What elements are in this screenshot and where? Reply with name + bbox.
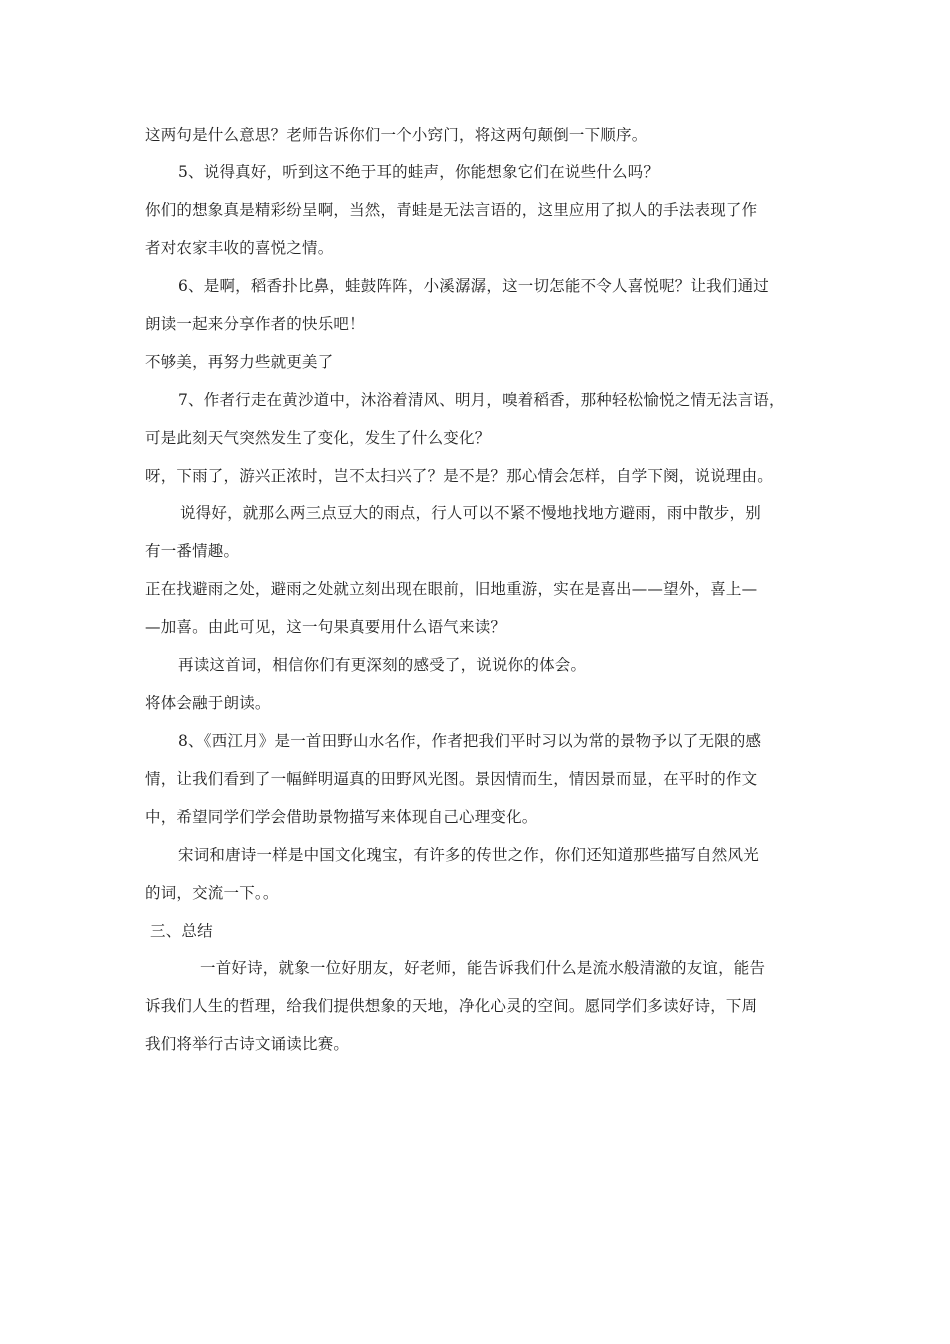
text-line: 情，让我们看到了一幅鲜明逼真的田野风光图。景因情而生，情因景而显，在平时的作文 — [145, 770, 758, 788]
text-line: 诉我们人生的哲理，给我们提供想象的天地，净化心灵的空间。愿同学们多读好诗，下周 — [145, 997, 758, 1015]
text-line: 8、《西江月》是一首田野山水名作，作者把我们平时习以为常的景物予以了无限的感 — [178, 732, 762, 750]
section-heading: 三、总结 — [150, 922, 213, 940]
text-line: 不够美，再努力些就更美了 — [145, 353, 334, 371]
text-line: 再读这首词，相信你们有更深刻的感受了，说说你的体会。 — [178, 656, 587, 674]
text-line: 可是此刻天气突然发生了变化，发生了什么变化？ — [145, 429, 491, 447]
text-line: 7、作者行走在黄沙道中，沐浴着清风、明月，嗅着稻香，那种轻松愉悦之情无法言语， — [178, 391, 785, 409]
text-line: 朗读一起来分享作者的快乐吧！ — [145, 315, 365, 333]
text-line: 中，希望同学们学会借助景物描写来体现自己心理变化。 — [145, 808, 538, 826]
text-line: 说得好，就那么两三点豆大的雨点，行人可以不紧不慢地找地方避雨，雨中散步，别 — [180, 504, 761, 522]
text-line: 我们将举行古诗文诵读比赛。 — [145, 1035, 350, 1053]
text-line: 者对农家丰收的喜悦之情。 — [145, 239, 334, 257]
text-line: 宋词和唐诗一样是中国文化瑰宝，有许多的传世之作，你们还知道那些描写自然风光 — [178, 846, 759, 864]
text-line: 6、是啊，稻香扑比鼻，蛙鼓阵阵，小溪潺潺，这一切怎能不令人喜悦呢？让我们通过 — [178, 277, 769, 295]
text-line: 的词，交流一下。。 — [145, 884, 279, 902]
text-line: 有一番情趣。 — [145, 542, 240, 560]
text-line: 呀，下雨了，游兴正浓时，岂不太扫兴了？是不是？那心情会怎样，自学下阕，说说理由。 — [145, 467, 774, 485]
text-line: —加喜。由此可见，这一句果真要用什么语气来读？ — [145, 618, 507, 636]
text-line: 将体会融于朗读。 — [145, 694, 271, 712]
text-line: 5、说得真好，听到这不绝于耳的蛙声，你能想象它们在说些什么吗？ — [178, 163, 660, 181]
text-line: 一首好诗，就象一位好朋友，好老师，能告诉我们什么是流水般清澈的友谊，能告 — [200, 959, 766, 977]
text-line: 你们的想象真是精彩纷呈啊，当然，青蛙是无法言语的，这里应用了拟人的手法表现了作 — [145, 201, 758, 219]
text-line: 这两句是什么意思？老师告诉你们一个小窍门，将这两句颠倒一下顺序。 — [145, 126, 648, 144]
text-line: 正在找避雨之处，避雨之处就立刻出现在眼前，旧地重游，实在是喜出——望外，喜上— — [145, 580, 758, 598]
